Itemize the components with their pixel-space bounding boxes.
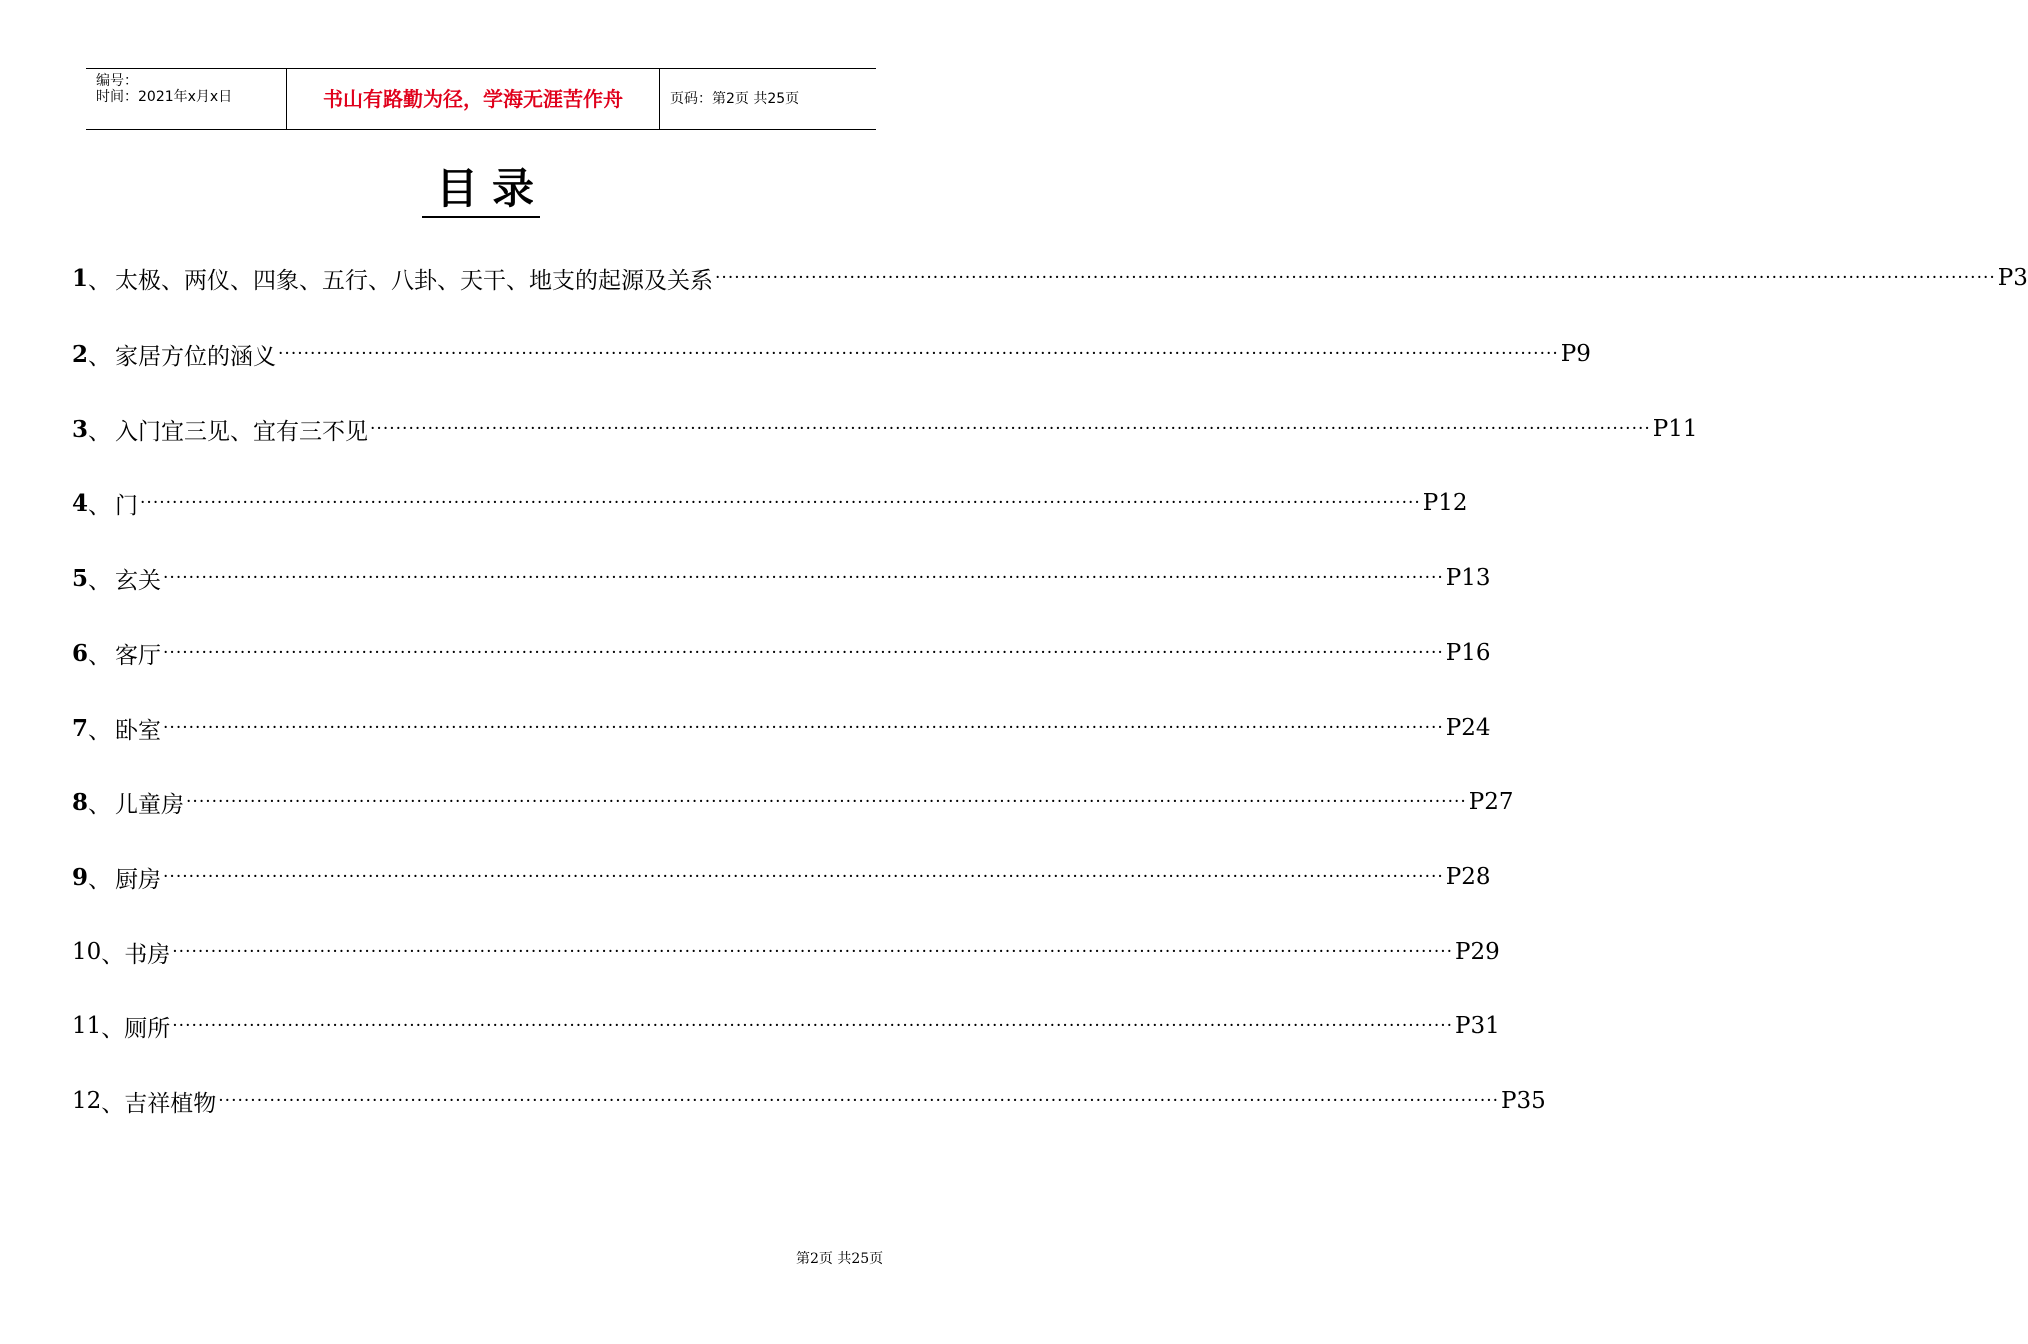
header-info-cell [86, 69, 287, 129]
toc-entry-page: P11 [1652, 416, 1698, 442]
toc-entry-title: 儿童房 [115, 791, 185, 818]
toc-entry-number: 4 [72, 489, 89, 517]
toc-entry-page: P31 [1455, 1013, 1500, 1039]
toc-entry-number: 11 [72, 1013, 102, 1039]
toc-entry-page: P13 [1445, 565, 1491, 591]
toc-entry-title: 门 [115, 492, 139, 519]
toc-entry[interactable] [72, 633, 1491, 673]
header-page-cell [661, 69, 876, 129]
toc-entry-title: 厨房 [115, 866, 162, 893]
toc-entry-title: 太极、两仪、四象、五行、八卦、天干、地支的起源及关系 [115, 267, 714, 294]
toc-entry-number: 1 [72, 264, 89, 292]
toc-entry[interactable] [72, 782, 1514, 822]
toc-dot-leader: ········································································································································································································ [172, 942, 1454, 962]
toc-entry-number: 6 [72, 639, 89, 667]
toc-entry-page: P27 [1468, 789, 1514, 815]
toc-entry[interactable] [72, 334, 1591, 374]
toc-dot-leader: ········································································································································································································ [186, 792, 1467, 812]
header-motto-cell [287, 69, 660, 129]
toc-entry-number: 3 [72, 415, 89, 443]
toc-dot-leader: ········································································································································································································ [140, 493, 1421, 513]
toc-entry-title: 玄关 [115, 567, 162, 594]
toc-entry[interactable] [72, 932, 1500, 972]
toc-entry[interactable] [72, 258, 2028, 298]
toc-entry-title: 书房 [124, 941, 171, 968]
toc-dot-leader: ········································································································································································································ [172, 1016, 1454, 1036]
toc-entry-page: P35 [1501, 1088, 1546, 1114]
toc-entry-separator: 、 [88, 267, 112, 294]
toc-entry-title: 厕所 [124, 1015, 171, 1042]
toc-entry-title: 卧室 [115, 717, 162, 744]
toc-entry-number: 10 [72, 939, 102, 965]
toc-dot-leader: ········································································································································································································ [218, 1091, 1500, 1111]
toc-entry-separator: 、 [88, 866, 112, 893]
toc-dot-leader: ········································································································································································································ [278, 344, 1559, 364]
toc-entry-page: P9 [1560, 341, 1591, 367]
toc-entry-page: P29 [1455, 939, 1500, 965]
toc-entry-separator: 、 [88, 492, 112, 519]
toc-entry-separator: 、 [101, 941, 125, 968]
toc-dot-leader: ········································································································································································································ [163, 867, 1444, 887]
toc-entry-number: 8 [72, 788, 89, 816]
page-header [86, 68, 876, 130]
toc-entry-page: P16 [1445, 640, 1491, 666]
toc-entry-page: P3 [1997, 265, 2028, 291]
toc-entry-title: 家居方位的涵义 [115, 343, 277, 370]
toc-entry-number: 9 [72, 863, 89, 891]
toc-entry[interactable] [72, 558, 1491, 598]
page-footer: 第2页 共25页 [796, 1251, 884, 1267]
toc-dot-leader: ········································································································································································································ [370, 419, 1651, 439]
toc-entry-separator: 、 [88, 642, 112, 669]
header-motto: 书山有路勤为径，学海无涯苦作舟 [323, 87, 623, 111]
toc-entry-separator: 、 [88, 791, 112, 818]
toc-entry-page: P28 [1445, 864, 1491, 890]
toc-entry-separator: 、 [88, 567, 112, 594]
toc-entry[interactable] [72, 1006, 1500, 1046]
toc-dot-leader: ········································································································································································································ [163, 643, 1444, 663]
document-date-label: 时间：2021年x月x日 [96, 89, 233, 105]
toc-entry-page: P12 [1422, 490, 1468, 516]
toc-dot-leader: ········································································································································································································ [715, 268, 1996, 288]
toc-dot-leader: ········································································································································································································ [163, 568, 1444, 588]
toc-entry-separator: 、 [88, 717, 112, 744]
toc-entry-separator: 、 [101, 1015, 125, 1042]
toc-entry-title: 客厅 [115, 642, 162, 669]
toc-entry[interactable] [72, 409, 1698, 449]
toc-entry[interactable] [72, 1081, 1546, 1121]
toc-entry[interactable] [72, 857, 1491, 897]
toc-entry-separator: 、 [88, 418, 112, 445]
page-title: 目录 [422, 164, 540, 218]
toc-entry-separator: 、 [88, 343, 112, 370]
toc-entry[interactable] [72, 708, 1491, 748]
toc-entry-title: 入门宜三见、宜有三不见 [115, 418, 369, 445]
toc-entry-number: 12 [72, 1088, 102, 1114]
toc-dot-leader: ········································································································································································································ [163, 718, 1444, 738]
toc-entry-number: 7 [72, 714, 89, 742]
toc-entry[interactable] [72, 483, 1468, 523]
header-page-info: 页码：第2页 共25页 [670, 91, 800, 107]
toc-entry-title: 吉祥植物 [124, 1090, 217, 1117]
toc-entry-number: 2 [72, 340, 89, 368]
toc-entry-separator: 、 [101, 1090, 125, 1117]
toc-entry-page: P24 [1445, 715, 1491, 741]
document-number-label: 编号： [96, 73, 138, 89]
toc-entry-number: 5 [72, 564, 89, 592]
